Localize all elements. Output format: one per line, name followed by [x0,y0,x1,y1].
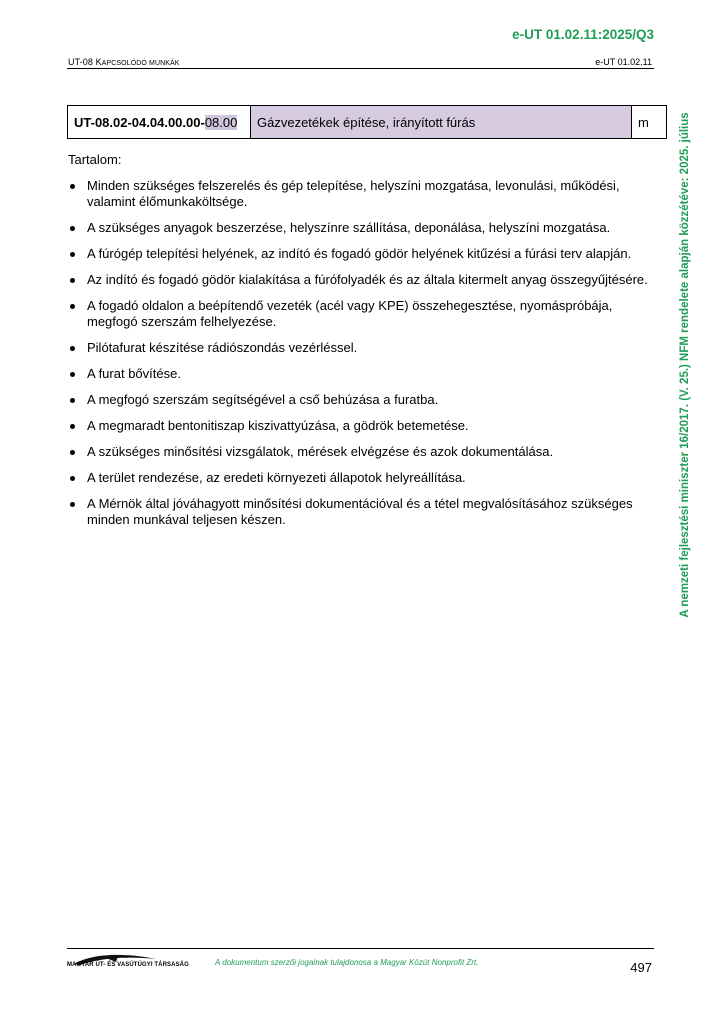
bullet-icon [70,424,75,429]
footer-divider [67,948,654,949]
bullet-icon [70,476,75,481]
bullet-icon [70,184,75,189]
list-item-text: A megfogó szerszám segítségével a cső behúzása a furatba. [87,392,439,407]
bullet-icon [70,502,75,507]
list-item [68,340,653,356]
logo-text: MAGYAR ÚT- ÉS VASÚTÜGYI TÁRSASÁG [67,962,189,968]
list-item-text: A megmaradt bentonitiszap kiszivattyúzása, a gödrök betemetése. [87,418,469,433]
list-item-text: A terület rendezése, az eredeti környezeti állapotok helyreállítása. [87,470,466,485]
section-prefix: UT-08 [68,57,96,67]
list-item-text: A Mérnök által jóváhagyott minősítési dokumentációval és a tétel megvalósításához szükséges minden munkával teljesen készen. [87,496,633,527]
list-item [68,418,653,434]
item-code [68,106,251,139]
list-item [68,470,653,486]
list-item-text: A fogadó oldalon a beépítendő vezeték (acél vagy KPE) összehegesztése, nyomáspróbája, megfogó szerszám felhelyezése. [87,298,613,329]
list-item-text: A furat bővítése. [87,366,181,381]
list-item [68,178,653,210]
document-code: e-UT 01.02.11:2025/Q3 [512,27,654,42]
bullet-icon [70,346,75,351]
list-item [68,220,653,236]
item-table [67,105,667,139]
bullet-icon [70,398,75,403]
content-section [68,152,653,538]
bullet-icon [70,226,75,231]
list-item-text: A szükséges anyagok beszerzése, helyszínre szállítása, deponálása, helyszíni mozgatása. [87,220,611,235]
section-rest: APCSOLÓDÓ MUNKÁK [101,60,180,67]
section-first-letter: K [95,57,102,67]
list-item [68,366,653,382]
list-item-text: A fúrógép telepítési helyének, az indító és fogadó gödör helyének kitűzési a fúrási terv alapján. [87,246,632,261]
section-title [68,57,180,67]
list-item-text: Pilótafurat készítése rádiószondás vezérléssel. [87,340,358,355]
list-item [68,392,653,408]
header-reference: e-UT 01.02.11 [595,57,652,67]
bullet-icon [70,252,75,257]
bullet-icon [70,372,75,377]
list-item [68,298,653,330]
item-code-main: UT-08.02-04.04.00.00- [74,114,205,130]
item-code-suffix: 08.00 [204,114,238,130]
publication-side-note: A nemzeti fejlesztési miniszter 16/2017. (V. 25.) NFM rendelete alapján közzétéve: 2025. július [679,112,691,618]
header-divider [67,68,654,69]
item-row [68,106,667,139]
copyright-note: A dokumentum szerzői jogainak tulajdonosa a Magyar Közút Nonprofit Zrt. [215,958,479,967]
bullet-list [68,178,653,528]
list-item [68,496,653,528]
list-item [68,272,653,288]
item-title: Gázvezetékek építése, irányított fúrás [251,106,632,139]
list-item [68,444,653,460]
list-item-text: Az indító és fogadó gödör kialakítása a fúrófolyadék és az általa kitermelt anyag összegyűjtésére. [87,272,648,287]
bullet-icon [70,278,75,283]
list-item-text: Minden szükséges felszerelés és gép telepítése, helyszíni mozgatása, levonulási, működési, valamint élőmunkaköltsége. [87,178,620,209]
bullet-icon [70,450,75,455]
bullet-icon [70,304,75,309]
society-logo-icon [66,950,166,972]
item-unit: m [632,106,667,139]
content-label: Tartalom: [68,152,122,167]
list-item-text: A szükséges minősítési vizsgálatok, mérések elvégzése és azok dokumentálása. [87,444,554,459]
page-number: 497 [630,960,652,975]
list-item [68,246,653,262]
